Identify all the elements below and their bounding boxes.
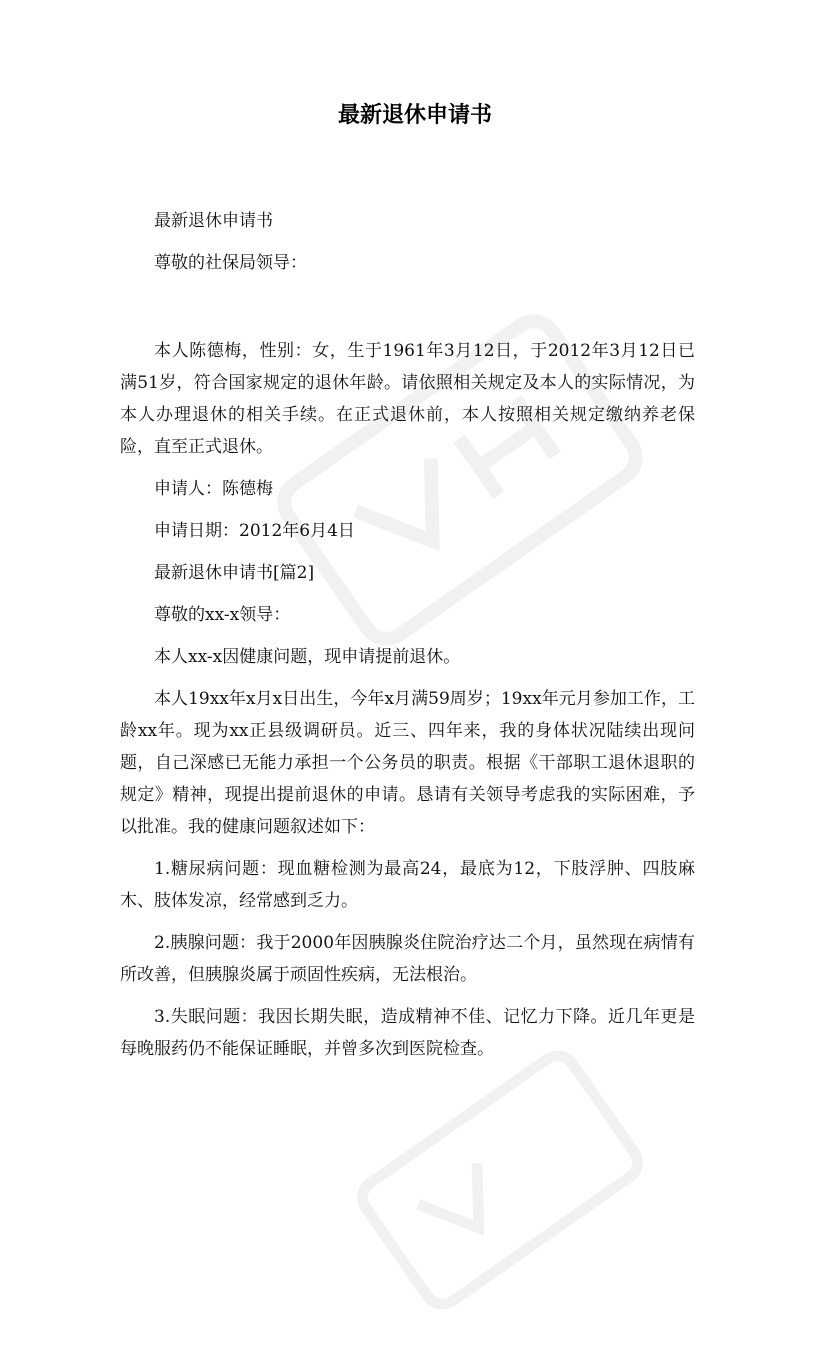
paragraph-heading: 最新退休申请书: [154, 211, 273, 231]
paragraph-issue-3: 3.失眠问题：我因长期失眠，造成精神不佳、记忆力下降。近几年更是每晚服药仍不能保证睡眠，并曾多次到医院检查。: [120, 1007, 695, 1059]
document-title: 最新退休申请书: [337, 103, 492, 128]
paragraph-statement: 本人陈德梅，性别：女，生于1961年3月12日，于2012年3月12日已满51岁，符合国家规定的退休年龄。请依照相关规定及本人的实际情况，为本人办理退休的相关手续。在正式退休前，本人按照相关规定缴纳养老保险，直至正式退休。: [120, 341, 695, 457]
paragraph-heading-2: 最新退休申请书[篇2]: [154, 563, 315, 583]
paragraph-issue-2: 2.胰腺问题：我于2000年因胰腺炎住院治疗达二个月，虽然现在病情有所改善，但胰腺炎属于顽固性疾病，无法根治。: [120, 933, 695, 985]
paragraph-background: 本人19xx年x月x日出生，今年x月满59周岁；19xx年元月参加工作，工龄xx年。现为xx正县级调研员。近三、四年来，我的身体状况陆续出现问题，自己深感已无能力承担一个公务员的职责。根据《干部职工退休退职的规定》精神，现提出提前退休的申请。恳请有关领导考虑我的实际困难，予以批准。我的健康问题叙述如下：: [120, 689, 695, 837]
paragraph-request: 本人xx-x因健康问题，现申请提前退休。: [154, 647, 461, 667]
paragraph-applicant: 申请人：陈德梅: [154, 479, 273, 499]
paragraph-salutation: 尊敬的社保局领导：: [154, 253, 307, 273]
paragraph-issue-1: 1.糖尿病问题：现血糖检测为最高24，最底为12，下肢浮肿、四肢麻木、肢体发凉，经常感到乏力。: [120, 859, 695, 911]
paragraph-date: 申请日期：2012年6月4日: [154, 521, 355, 541]
paragraph-salutation-2: 尊敬的xx-x领导：: [154, 605, 291, 625]
document-body: [120, 205, 695, 1075]
